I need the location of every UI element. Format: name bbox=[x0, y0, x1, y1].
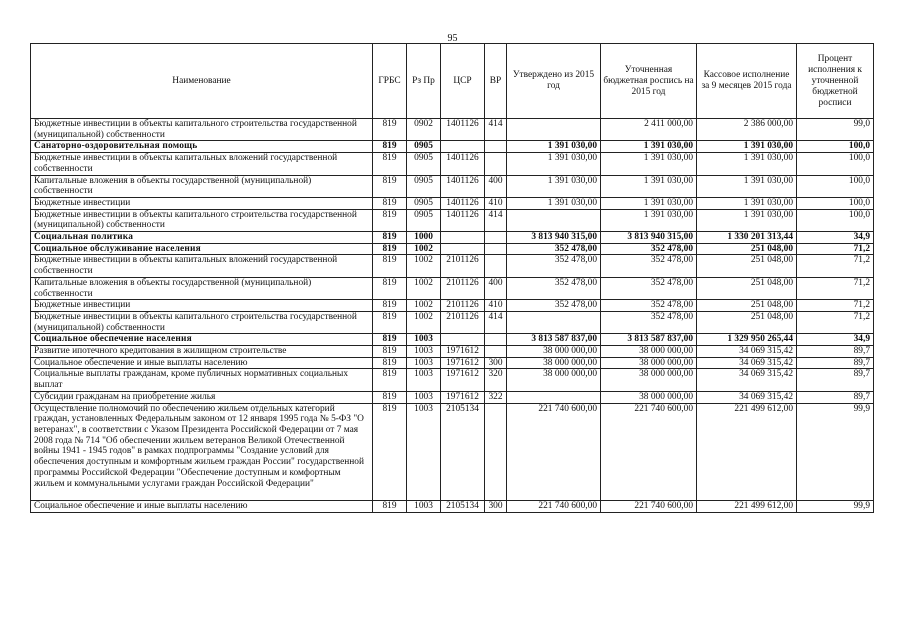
cell-approved: 352 478,00 bbox=[507, 300, 601, 312]
cell-grbs: 819 bbox=[373, 403, 407, 500]
cell-percent: 99,9 bbox=[797, 500, 874, 512]
cell-csr: 2105134 bbox=[441, 500, 485, 512]
cell-cash: 34 069 315,42 bbox=[697, 369, 797, 391]
header-refined: Уточненная бюджетная роспись на 2015 год bbox=[601, 44, 697, 119]
table-row bbox=[31, 357, 874, 369]
cell-refined: 38 000 000,00 bbox=[601, 369, 697, 391]
cell-approved: 352 478,00 bbox=[507, 243, 601, 255]
cell-refined: 3 813 940 315,00 bbox=[601, 232, 697, 244]
cell-cash: 221 499 612,00 bbox=[697, 403, 797, 500]
table-row bbox=[31, 153, 874, 175]
cell-name: Бюджетные инвестиции в объекты капитальных вложений государственной собственности bbox=[31, 255, 373, 277]
cell-approved: 38 000 000,00 bbox=[507, 346, 601, 358]
cell-refined: 352 478,00 bbox=[601, 277, 697, 299]
cell-grbs: 819 bbox=[373, 232, 407, 244]
cell-cash: 34 069 315,42 bbox=[697, 391, 797, 403]
table-row bbox=[31, 141, 874, 153]
table-row bbox=[31, 500, 874, 512]
cell-approved: 3 813 587 837,00 bbox=[507, 334, 601, 346]
cell-vr: 322 bbox=[485, 391, 507, 403]
cell-cash: 1 329 950 265,44 bbox=[697, 334, 797, 346]
cell-name: Социальное обеспечение населения bbox=[31, 334, 373, 346]
cell-cash: 1 391 030,00 bbox=[697, 197, 797, 209]
header-cash: Кассовое исполнение за 9 месяцев 2015 года bbox=[697, 44, 797, 119]
header-csr: ЦСР bbox=[441, 44, 485, 119]
cell-grbs: 819 bbox=[373, 209, 407, 231]
cell-approved: 221 740 600,00 bbox=[507, 500, 601, 512]
cell-approved: 1 391 030,00 bbox=[507, 141, 601, 153]
cell-name: Капитальные вложения в объекты государственной (муниципальной) собственности bbox=[31, 175, 373, 197]
cell-csr: 2101126 bbox=[441, 255, 485, 277]
header-vr: ВР bbox=[485, 44, 507, 119]
cell-rzpr: 1003 bbox=[407, 346, 441, 358]
cell-csr: 1401126 bbox=[441, 119, 485, 141]
cell-grbs: 819 bbox=[373, 119, 407, 141]
header-percent: Процент исполнения к уточненной бюджетной росписи bbox=[797, 44, 874, 119]
cell-rzpr: 1002 bbox=[407, 243, 441, 255]
cell-name: Капитальные вложения в объекты государственной (муниципальной) собственности bbox=[31, 277, 373, 299]
cell-grbs: 819 bbox=[373, 369, 407, 391]
cell-name: Осуществление полномочий по обеспечению жильем отдельных категорий граждан, установленных Федеральным законом от 12 января 1995 года № 5-ФЗ "О ветеранах", в соответствии с Указом Президента Российской Федерации от 7 мая 2008 года № 714 "Об обеспечении жильем ветеранов Великой Отечественной войны 1941 - 1945 годов" в рамках подпрограммы "Создание условий для обеспечения доступным и комфортным жильем граждан России" государственной программы Российской Федерации "Обеспечение доступным и комфортным жильем и коммунальными услугами граждан Российской Федерации" bbox=[31, 403, 373, 500]
cell-refined: 221 740 600,00 bbox=[601, 500, 697, 512]
cell-grbs: 819 bbox=[373, 175, 407, 197]
header-name: Наименование bbox=[31, 44, 373, 119]
cell-grbs: 819 bbox=[373, 334, 407, 346]
cell-vr: 400 bbox=[485, 175, 507, 197]
cell-percent: 89,7 bbox=[797, 369, 874, 391]
table-row bbox=[31, 403, 874, 500]
cell-percent: 71,2 bbox=[797, 243, 874, 255]
cell-percent: 89,7 bbox=[797, 391, 874, 403]
cell-refined: 352 478,00 bbox=[601, 243, 697, 255]
table-body bbox=[31, 119, 874, 513]
header-grbs: ГРБС bbox=[373, 44, 407, 119]
cell-vr: 414 bbox=[485, 311, 507, 333]
cell-rzpr: 1003 bbox=[407, 500, 441, 512]
cell-cash: 1 391 030,00 bbox=[697, 175, 797, 197]
cell-name: Социальные выплаты гражданам, кроме публичных нормативных социальных выплат bbox=[31, 369, 373, 391]
cell-vr bbox=[485, 141, 507, 153]
budget-execution-table bbox=[30, 43, 874, 513]
cell-approved: 3 813 940 315,00 bbox=[507, 232, 601, 244]
cell-percent: 100,0 bbox=[797, 175, 874, 197]
cell-csr: 2101126 bbox=[441, 277, 485, 299]
cell-refined: 1 391 030,00 bbox=[601, 141, 697, 153]
cell-percent: 71,2 bbox=[797, 300, 874, 312]
cell-rzpr: 1002 bbox=[407, 311, 441, 333]
cell-approved: 38 000 000,00 bbox=[507, 369, 601, 391]
cell-percent: 100,0 bbox=[797, 209, 874, 231]
cell-rzpr: 0905 bbox=[407, 209, 441, 231]
table-row bbox=[31, 300, 874, 312]
cell-vr bbox=[485, 243, 507, 255]
cell-name: Социальное обеспечение и иные выплаты населению bbox=[31, 357, 373, 369]
cell-name: Бюджетные инвестиции в объекты капитального строительства государственной (муниципальной) собственности bbox=[31, 311, 373, 333]
cell-refined: 1 391 030,00 bbox=[601, 197, 697, 209]
cell-csr: 1401126 bbox=[441, 197, 485, 209]
cell-vr: 414 bbox=[485, 119, 507, 141]
table-header-row bbox=[31, 44, 874, 119]
cell-cash: 251 048,00 bbox=[697, 255, 797, 277]
cell-approved bbox=[507, 391, 601, 403]
cell-percent: 89,7 bbox=[797, 346, 874, 358]
cell-cash: 1 391 030,00 bbox=[697, 141, 797, 153]
cell-refined: 352 478,00 bbox=[601, 300, 697, 312]
cell-rzpr: 1003 bbox=[407, 403, 441, 500]
table-row bbox=[31, 311, 874, 333]
cell-grbs: 819 bbox=[373, 141, 407, 153]
cell-grbs: 819 bbox=[373, 277, 407, 299]
cell-grbs: 819 bbox=[373, 255, 407, 277]
cell-refined: 38 000 000,00 bbox=[601, 357, 697, 369]
cell-refined: 352 478,00 bbox=[601, 255, 697, 277]
cell-rzpr: 1002 bbox=[407, 255, 441, 277]
table-row bbox=[31, 119, 874, 141]
cell-csr: 1971612 bbox=[441, 357, 485, 369]
cell-vr bbox=[485, 403, 507, 500]
cell-csr: 1401126 bbox=[441, 175, 485, 197]
cell-name: Бюджетные инвестиции bbox=[31, 300, 373, 312]
cell-grbs: 819 bbox=[373, 500, 407, 512]
cell-rzpr: 1000 bbox=[407, 232, 441, 244]
cell-percent: 99,0 bbox=[797, 119, 874, 141]
cell-vr: 400 bbox=[485, 277, 507, 299]
table-row bbox=[31, 391, 874, 403]
cell-rzpr: 0905 bbox=[407, 141, 441, 153]
cell-cash: 221 499 612,00 bbox=[697, 500, 797, 512]
cell-csr: 1401126 bbox=[441, 209, 485, 231]
table-row bbox=[31, 175, 874, 197]
cell-rzpr: 1003 bbox=[407, 369, 441, 391]
cell-vr: 410 bbox=[485, 197, 507, 209]
cell-refined: 1 391 030,00 bbox=[601, 153, 697, 175]
cell-vr bbox=[485, 334, 507, 346]
cell-refined: 1 391 030,00 bbox=[601, 209, 697, 231]
cell-name: Развитие ипотечного кредитования в жилищном строительстве bbox=[31, 346, 373, 358]
cell-csr bbox=[441, 141, 485, 153]
cell-name: Бюджетные инвестиции в объекты капитальных вложений государственной собственности bbox=[31, 153, 373, 175]
cell-cash: 251 048,00 bbox=[697, 277, 797, 299]
cell-approved: 352 478,00 bbox=[507, 277, 601, 299]
cell-cash: 251 048,00 bbox=[697, 300, 797, 312]
cell-cash: 34 069 315,42 bbox=[697, 346, 797, 358]
cell-csr bbox=[441, 232, 485, 244]
cell-vr bbox=[485, 232, 507, 244]
cell-name: Бюджетные инвестиции в объекты капитального строительства государственной (муниципальной) собственности bbox=[31, 209, 373, 231]
cell-percent: 71,2 bbox=[797, 311, 874, 333]
cell-rzpr: 0905 bbox=[407, 175, 441, 197]
cell-refined: 38 000 000,00 bbox=[601, 391, 697, 403]
table-row bbox=[31, 334, 874, 346]
cell-csr: 2101126 bbox=[441, 311, 485, 333]
cell-csr: 2105134 bbox=[441, 403, 485, 500]
cell-cash: 1 391 030,00 bbox=[697, 153, 797, 175]
cell-refined: 221 740 600,00 bbox=[601, 403, 697, 500]
cell-csr: 1971612 bbox=[441, 346, 485, 358]
cell-refined: 2 411 000,00 bbox=[601, 119, 697, 141]
cell-percent: 100,0 bbox=[797, 197, 874, 209]
cell-percent: 89,7 bbox=[797, 357, 874, 369]
cell-name: Социальное обеспечение и иные выплаты населению bbox=[31, 500, 373, 512]
cell-name: Социальная политика bbox=[31, 232, 373, 244]
cell-rzpr: 1003 bbox=[407, 357, 441, 369]
cell-approved bbox=[507, 119, 601, 141]
cell-percent: 34,9 bbox=[797, 334, 874, 346]
cell-percent: 34,9 bbox=[797, 232, 874, 244]
cell-percent: 100,0 bbox=[797, 141, 874, 153]
cell-grbs: 819 bbox=[373, 357, 407, 369]
cell-approved: 221 740 600,00 bbox=[507, 403, 601, 500]
cell-name: Бюджетные инвестиции в объекты капитального строительства государственной (муниципальной) собственности bbox=[31, 119, 373, 141]
cell-grbs: 819 bbox=[373, 391, 407, 403]
cell-name: Субсидии гражданам на приобретение жилья bbox=[31, 391, 373, 403]
cell-csr: 1401126 bbox=[441, 153, 485, 175]
table-row bbox=[31, 232, 874, 244]
cell-cash: 251 048,00 bbox=[697, 243, 797, 255]
cell-percent: 99,9 bbox=[797, 403, 874, 500]
cell-grbs: 819 bbox=[373, 243, 407, 255]
cell-rzpr: 1003 bbox=[407, 391, 441, 403]
cell-rzpr: 0905 bbox=[407, 197, 441, 209]
cell-csr: 1971612 bbox=[441, 391, 485, 403]
cell-csr bbox=[441, 243, 485, 255]
table-row bbox=[31, 255, 874, 277]
cell-rzpr: 0902 bbox=[407, 119, 441, 141]
cell-vr: 300 bbox=[485, 500, 507, 512]
cell-grbs: 819 bbox=[373, 153, 407, 175]
cell-vr bbox=[485, 153, 507, 175]
cell-approved: 1 391 030,00 bbox=[507, 175, 601, 197]
cell-approved: 38 000 000,00 bbox=[507, 357, 601, 369]
header-rzpr: Рз Пр bbox=[407, 44, 441, 119]
cell-vr: 320 bbox=[485, 369, 507, 391]
cell-percent: 100,0 bbox=[797, 153, 874, 175]
cell-approved bbox=[507, 311, 601, 333]
page-number: 95 bbox=[447, 33, 458, 44]
cell-cash: 34 069 315,42 bbox=[697, 357, 797, 369]
cell-percent: 71,2 bbox=[797, 277, 874, 299]
cell-name: Бюджетные инвестиции bbox=[31, 197, 373, 209]
cell-rzpr: 1002 bbox=[407, 300, 441, 312]
cell-approved: 1 391 030,00 bbox=[507, 153, 601, 175]
table-row bbox=[31, 346, 874, 358]
cell-grbs: 819 bbox=[373, 346, 407, 358]
cell-name: Социальное обслуживание населения bbox=[31, 243, 373, 255]
cell-rzpr: 1003 bbox=[407, 334, 441, 346]
cell-percent: 71,2 bbox=[797, 255, 874, 277]
cell-vr: 300 bbox=[485, 357, 507, 369]
cell-grbs: 819 bbox=[373, 311, 407, 333]
cell-rzpr: 0905 bbox=[407, 153, 441, 175]
cell-rzpr: 1002 bbox=[407, 277, 441, 299]
cell-approved: 1 391 030,00 bbox=[507, 197, 601, 209]
table-row bbox=[31, 369, 874, 391]
cell-refined: 38 000 000,00 bbox=[601, 346, 697, 358]
cell-vr bbox=[485, 255, 507, 277]
cell-approved bbox=[507, 209, 601, 231]
cell-grbs: 819 bbox=[373, 300, 407, 312]
cell-name: Санаторно-оздоровительная помощь bbox=[31, 141, 373, 153]
table-row bbox=[31, 209, 874, 231]
cell-vr: 414 bbox=[485, 209, 507, 231]
cell-csr: 2101126 bbox=[441, 300, 485, 312]
table-row bbox=[31, 243, 874, 255]
header-approved: Утверждено из 2015 год bbox=[507, 44, 601, 119]
cell-vr: 410 bbox=[485, 300, 507, 312]
cell-cash: 251 048,00 bbox=[697, 311, 797, 333]
cell-cash: 2 386 000,00 bbox=[697, 119, 797, 141]
cell-vr bbox=[485, 346, 507, 358]
cell-refined: 1 391 030,00 bbox=[601, 175, 697, 197]
table-row bbox=[31, 197, 874, 209]
table-row bbox=[31, 277, 874, 299]
cell-csr bbox=[441, 334, 485, 346]
cell-refined: 352 478,00 bbox=[601, 311, 697, 333]
cell-csr: 1971612 bbox=[441, 369, 485, 391]
cell-refined: 3 813 587 837,00 bbox=[601, 334, 697, 346]
cell-grbs: 819 bbox=[373, 197, 407, 209]
cell-approved: 352 478,00 bbox=[507, 255, 601, 277]
cell-cash: 1 391 030,00 bbox=[697, 209, 797, 231]
cell-cash: 1 330 201 313,44 bbox=[697, 232, 797, 244]
